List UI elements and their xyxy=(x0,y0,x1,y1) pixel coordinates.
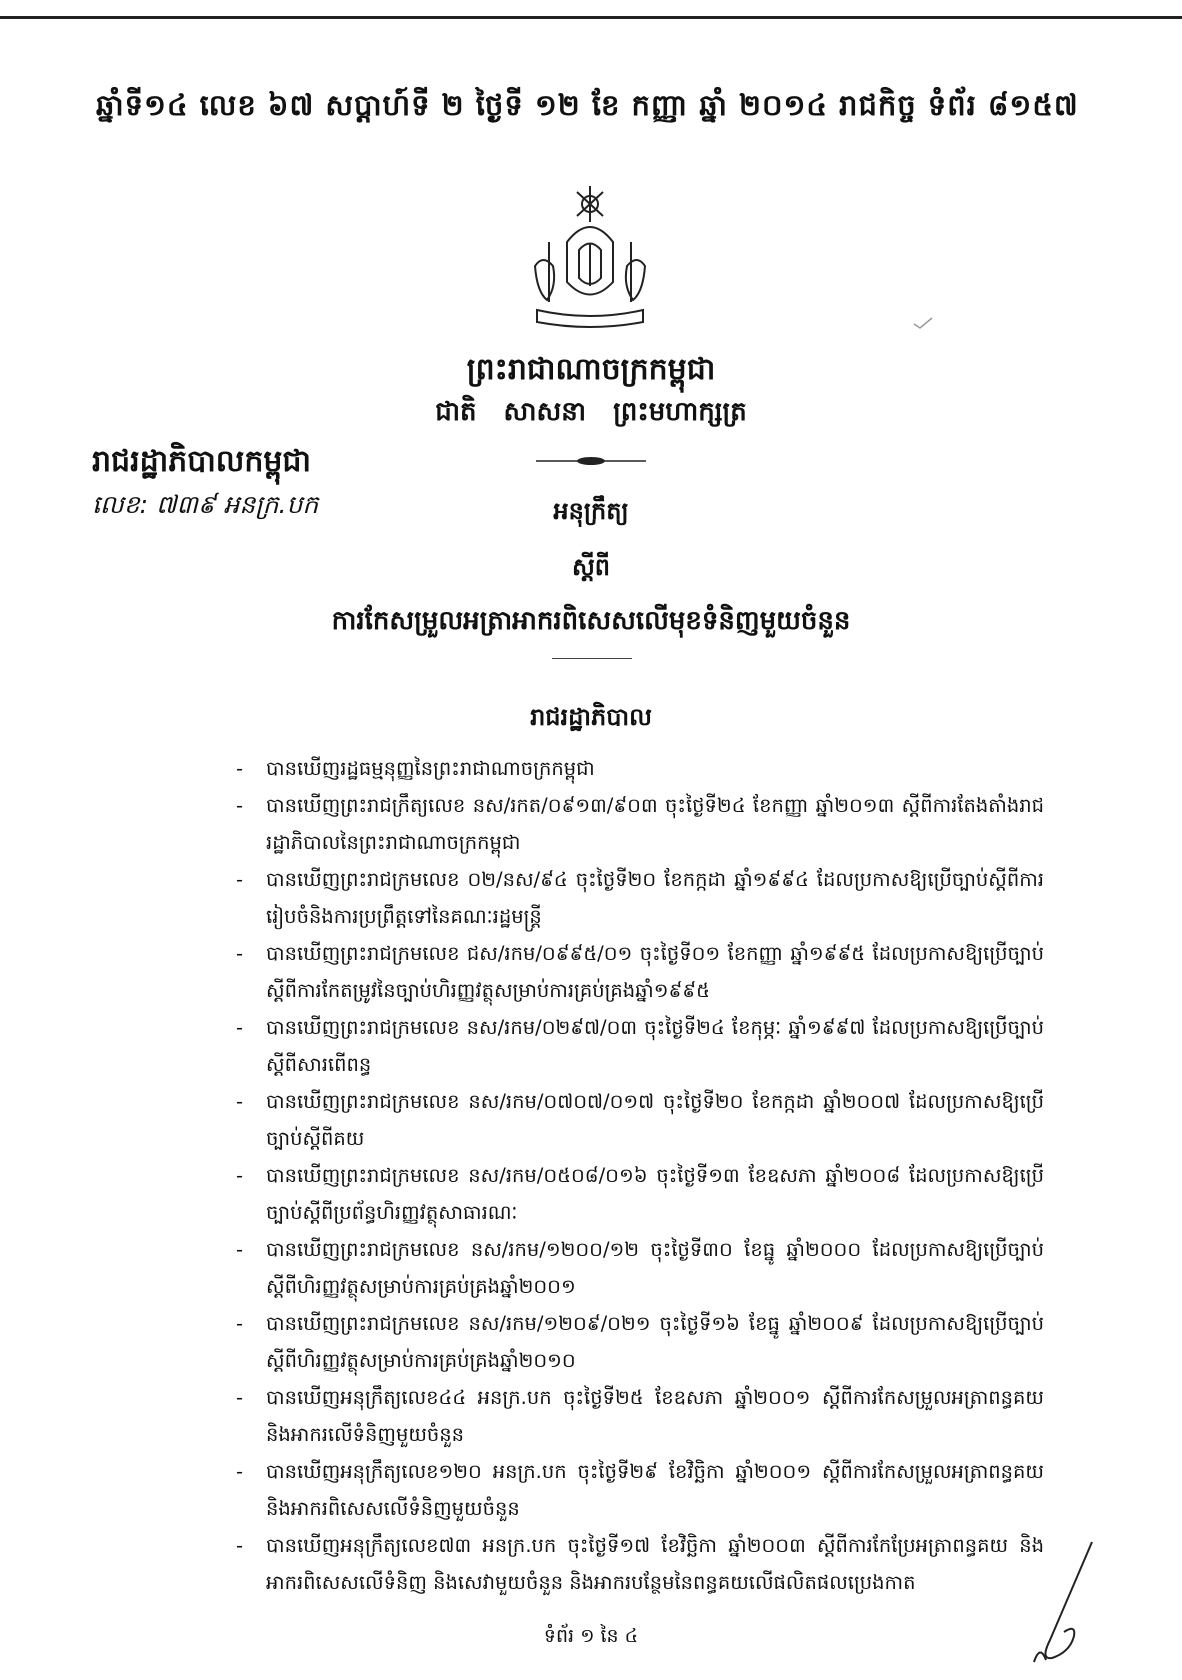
government-name: រាជរដ្ឋាភិបាលកម្ពុជា xyxy=(92,444,311,479)
visa-item: - បានឃើញព្រះរាជក្រមលេខ នស/រកម/០២៩៧/០៣ ចុះថ្ងៃទី២៤ ខែកុម្ភៈ ឆ្នាំ១៩៩៧ ដែលប្រកាសឱ្យប្រើច្បាប់ស្តីពីសារពើពន្ធ xyxy=(236,1009,1044,1083)
top-rule xyxy=(0,16,1182,19)
visa-item: - បានឃើញព្រះរាជក្រមលេខ នស/រកម/០៥០៨/០១៦ ចុះថ្ងៃទី១៣ ខែឧសភា ឆ្នាំ២០០៨ ដែលប្រកាសឱ្យប្រើច្បាប់ស្តីពីប្រព័ន្ធហិរញ្ញវត្ថុសាធារណៈ xyxy=(236,1157,1044,1231)
visa-item: - បានឃើញព្រះរាជក្រឹត្យលេខ នស/រកត/០៩១៣/៩០៣ ចុះថ្ងៃទី២៤ ខែកញ្ញា ឆ្នាំ២០១៣ ស្តីពីការតែងតាំងរាជរដ្ឋាភិបាលនៃព្រះរាជាណាចក្រកម្ពុជា xyxy=(236,787,1044,861)
visa-item: - បានឃើញព្រះរាជក្រមលេខ ជស/រកម/០៩៩៥/០១ ចុះថ្ងៃទី០១ ខែកញ្ញា ឆ្នាំ១៩៩៥ ដែលប្រកាសឱ្យប្រើច្បាប់ស្តីពីការកែតម្រូវនៃច្បាប់ហិរញ្ញវត្ថុសម្រាប់ការគ្រប់គ្រងឆ្នាំ១៩៩៥ xyxy=(236,935,1044,1009)
visa-item: - បានឃើញព្រះរាជក្រមលេខ នស/រកម/១២០០/១២ ចុះថ្ងៃទី៣០ ខែធ្នូ ឆ្នាំ២០០០ ដែលប្រកាសឱ្យប្រើច្បាប់ស្តីពីហិរញ្ញវត្ថុសម្រាប់ការគ្រប់គ្រងឆ្នាំ២០០១ xyxy=(236,1231,1044,1305)
document-type: អនុក្រឹត្យ xyxy=(553,497,629,525)
visa-item: - បានឃើញរដ្ឋធម្មនុញ្ញនៃព្រះរាជាណាចក្រកម្ពុជា xyxy=(236,750,1044,787)
subject-rule xyxy=(552,658,632,659)
national-motto: ជាតិ សាសនា ព្រះមហាក្សត្រ xyxy=(435,397,747,427)
visa-item: - បានឃើញអនុក្រឹត្យលេខ១២០ អនក្រ.បក ចុះថ្ងៃទី២៩ ខែវិច្ឆិកា ឆ្នាំ២០០១ ស្តីពីការកែសម្រួលអត្រាពន្ធគយ និងអាករពិសេសលើទំនិញមួយចំនួន xyxy=(236,1453,1044,1527)
document-number: លេខ: ៧៣៩ អនក្រ.បក xyxy=(92,490,319,519)
page-number: ទំព័រ ១ នៃ ៤ xyxy=(543,1625,639,1647)
gazette-header: ឆ្នាំទី១៤ លេខ ៦៧ សប្តាហ៍ទី ២ ថ្ងៃទី ១២ ខែ កញ្ញា ឆ្នាំ ២០១៤ រាជកិច្ច ទំព័រ ៨១៥៧ xyxy=(96,88,1079,122)
visa-list xyxy=(236,750,1044,1601)
issuer-heading: រាជរដ្ឋាភិបាល xyxy=(530,703,652,731)
kingdom-title: ព្រះរាជាណាចក្រកម្ពុជា xyxy=(466,352,716,387)
scan-mark-icon xyxy=(912,316,934,330)
ornament-divider xyxy=(536,456,646,466)
royal-coat-of-arms-icon xyxy=(527,182,653,332)
document-subject: ការកែសម្រួលអត្រាអាករពិសេសលើមុខទំនិញមួយចំនួន xyxy=(331,606,851,636)
visa-item: - បានឃើញអនុក្រឹត្យលេខ៧៣ អនក្រ.បក ចុះថ្ងៃទី១៧ ខែវិច្ឆិកា ឆ្នាំ២០០៣ ស្តីពីការកែប្រែអត្រាពន្ធគយ និងអាករពិសេសលើទំនិញ និងសេវាមួយចំនួន និងអាករបន្ថែមនៃពន្ធគយលើផលិតផលប្រេងកាត xyxy=(236,1527,1044,1601)
visa-item: - បានឃើញអនុក្រឹត្យលេខ៤៤ អនក្រ.បក ចុះថ្ងៃទី២៥ ខែឧសភា ឆ្នាំ២០០១ ស្តីពីការកែសម្រួលអត្រាពន្ធគយ និងអាករលើទំនិញមួយចំនួន xyxy=(236,1379,1044,1453)
visa-item: - បានឃើញព្រះរាជក្រមលេខ ០២/នស/៩៤ ចុះថ្ងៃទី២០ ខែកក្កដា ឆ្នាំ១៩៩៤ ដែលប្រកាសឱ្យប្រើច្បាប់ស្តីពីការរៀបចំនិងការប្រព្រឹត្តទៅនៃគណៈរដ្ឋមន្ត្រី xyxy=(236,861,1044,935)
visa-item: - បានឃើញព្រះរាជក្រមលេខ នស/រកម/១២០៩/០២១ ចុះថ្ងៃទី១៦ ខែធ្នូ ឆ្នាំ២០០៩ ដែលប្រកាសឱ្យប្រើច្បាប់ស្តីពីហិរញ្ញវត្ថុសម្រាប់ការគ្រប់គ្រងឆ្នាំ២០១០ xyxy=(236,1305,1044,1379)
visa-item: - បានឃើញព្រះរាជក្រមលេខ នស/រកម/០៧០៧/០១៧ ចុះថ្ងៃទី២០ ខែកក្កដា ឆ្នាំ២០០៧ ដែលប្រកាសឱ្យប្រើច្បាប់ស្តីពីគយ xyxy=(236,1083,1044,1157)
about-label: ស្តីពី xyxy=(571,553,611,581)
